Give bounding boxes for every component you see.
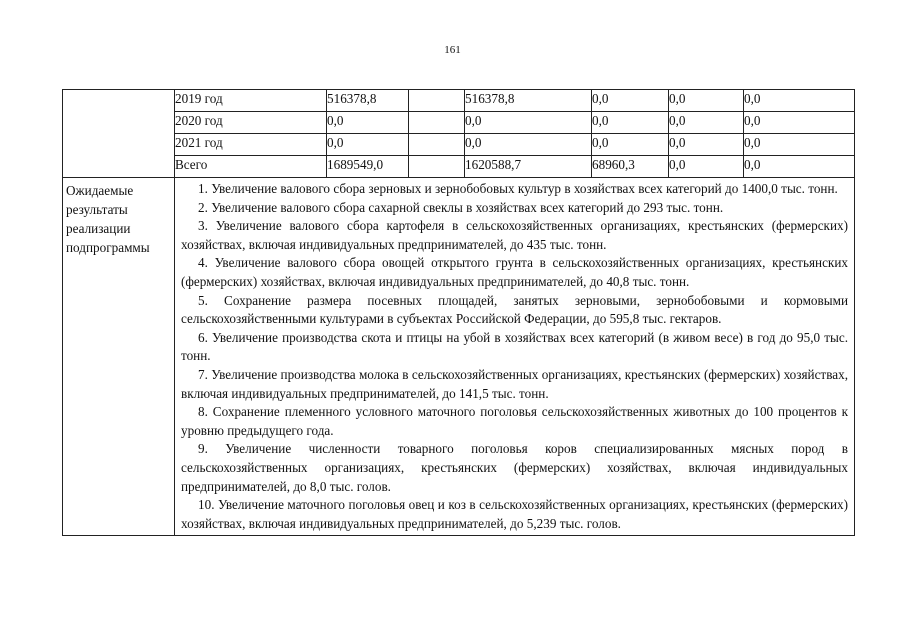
year-cell: 2020 год — [175, 112, 327, 134]
empty-cell — [409, 156, 465, 178]
regional-cell: 68960,3 — [592, 156, 669, 178]
total-cell: 0,0 — [327, 112, 409, 134]
local-cell: 0,0 — [669, 156, 744, 178]
financing-label-cell — [63, 90, 175, 178]
empty-cell — [409, 134, 465, 156]
year-cell: 2021 год — [175, 134, 327, 156]
result-item: 10. Увеличение маточного поголовья овец и коз в сельскохозяйственных организациях, крестьянских (фермерских) хозяйствах, включая индивидуальных предпринимателей, до 5,239 тыс. голов. — [181, 497, 848, 531]
result-item: 1. Увеличение валового сбора зерновых и зернобобовых культур в хозяйствах всех категорий до 1400,0 тыс. тонн. — [198, 181, 838, 196]
federal-cell: 516378,8 — [465, 90, 592, 112]
result-item: 3. Увеличение валового сбора картофеля в сельскохозяйственных организациях, крестьянских (фермерских) хозяйствах, включая индивидуальных предпринимателей, до 435 тыс. тонн. — [181, 218, 848, 252]
result-item: 2. Увеличение валового сбора сахарной свеклы в хозяйствах всех категорий до 293 тыс. тонн. — [198, 199, 724, 215]
result-item: 5. Сохранение размера посевных площадей, занятых зерновыми, зернобобовыми и кормовыми сельскохозяйственными культурами в субъектах Российской Федерации, до 595,8 тыс. гектаров. — [181, 292, 848, 327]
subprogram-passport-table — [62, 89, 855, 536]
regional-cell: 0,0 — [592, 134, 669, 156]
total-cell: 0,0 — [327, 134, 409, 156]
extra-cell: 0,0 — [744, 90, 855, 112]
empty-cell — [409, 90, 465, 112]
federal-cell: 0,0 — [465, 134, 592, 156]
result-item: 7. Увеличение производства молока в сельскохозяйственных организациях, крестьянских (фермерских) хозяйствах, включая индивидуальных предпринимателей, до 141,5 тыс. тонн. — [181, 366, 848, 401]
local-cell: 0,0 — [669, 90, 744, 112]
result-item: 9. Увеличение численности товарного поголовья коров специализированных мясных пород в сельскохозяйственных организациях, крестьянских (фермерских) хозяйствах, включая индивидуальных предпринимателей, до 8,0 тыс. голов. — [181, 441, 848, 494]
year-cell: Всего — [175, 156, 327, 178]
federal-cell: 0,0 — [465, 112, 592, 134]
financing-row — [63, 90, 855, 112]
local-cell: 0,0 — [669, 134, 744, 156]
results-label: Ожидаемые результаты реализации подпрограммы — [63, 178, 175, 536]
result-item: 4. Увеличение валового сбора овощей открытого грунта в сельскохозяйственных организациях, крестьянских (фермерских) хозяйствах, включая индивидуальных предпринимателей, до 40,8 тыс. тонн. — [181, 255, 848, 289]
page-number: 161 — [444, 44, 461, 56]
year-cell: 2019 год — [175, 90, 327, 112]
federal-cell: 1620588,7 — [465, 156, 592, 178]
local-cell: 0,0 — [669, 112, 744, 134]
result-item: 6. Увеличение производства скота и птицы на убой в хозяйствах всех категорий (в живом весе) в год до 95,0 тыс. тонн. — [181, 329, 848, 364]
financing-row — [63, 134, 855, 156]
regional-cell: 0,0 — [592, 112, 669, 134]
extra-cell: 0,0 — [744, 156, 855, 178]
financing-row — [63, 112, 855, 134]
regional-cell: 0,0 — [592, 90, 669, 112]
extra-cell: 0,0 — [744, 134, 855, 156]
results-content — [175, 178, 855, 536]
result-item: 8. Сохранение племенного условного маточного поголовья сельскохозяйственных животных до 100 процентов к уровню предыдущего года. — [181, 404, 848, 438]
total-cell: 516378,8 — [327, 90, 409, 112]
results-row — [63, 178, 855, 536]
empty-cell — [409, 112, 465, 134]
extra-cell: 0,0 — [744, 112, 855, 134]
financing-row-total — [63, 156, 855, 178]
total-cell: 1689549,0 — [327, 156, 409, 178]
